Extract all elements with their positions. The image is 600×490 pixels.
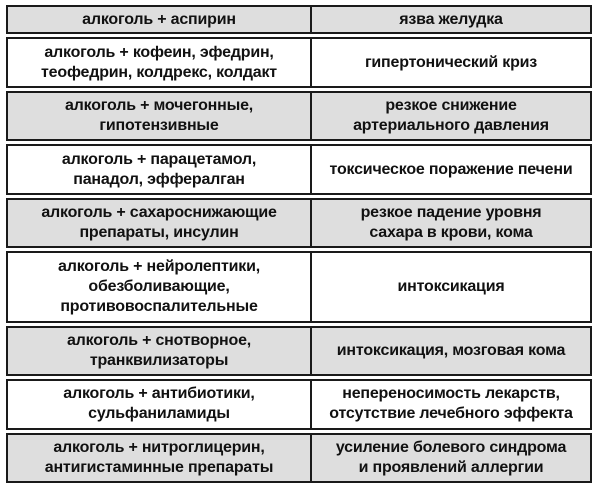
table-row <box>6 433 592 484</box>
effect-text: отсутствие лечебного эффекта <box>329 405 573 423</box>
effect-text: усиление болевого синдрома <box>335 438 567 456</box>
combination-cell <box>6 433 311 484</box>
effect-cell <box>311 37 592 87</box>
effect-cell <box>311 433 592 484</box>
effect-text: гипертонический криз <box>364 53 538 71</box>
combination-text: алкоголь + мочегонные, <box>64 97 254 115</box>
effect-text: интоксикация, мозговая кома <box>336 341 566 359</box>
effect-cell <box>311 144 592 194</box>
combination-text: сульфаниламиды <box>88 405 230 423</box>
effect-cell <box>311 251 592 322</box>
effect-cell <box>311 5 592 34</box>
table-row <box>6 37 592 87</box>
combination-text: антигистаминные препараты <box>44 458 274 476</box>
effect-text: артериального давления <box>353 117 549 135</box>
combination-text: алкоголь + снотворное, <box>66 331 252 349</box>
combination-text: алкоголь + нитроглицерин, <box>53 438 265 456</box>
interaction-table-sheet <box>6 2 592 486</box>
combination-text: гипотензивные <box>99 117 219 135</box>
combination-text: алкоголь + нейролептики, <box>58 257 260 275</box>
combination-cell <box>6 144 311 194</box>
effect-text: и проявлений аллергии <box>358 458 544 476</box>
combination-text: обезболивающие, <box>88 277 230 295</box>
effect-cell <box>311 198 592 248</box>
combination-cell <box>6 5 311 34</box>
combination-text: алкоголь + парацетамол, <box>61 150 257 168</box>
table-row <box>6 144 592 194</box>
combination-cell <box>6 379 311 429</box>
effect-text: интоксикация <box>397 277 505 295</box>
effect-cell <box>311 379 592 429</box>
table-row <box>6 251 592 322</box>
combination-text: противовоспалительные <box>60 297 258 315</box>
table-row <box>6 198 592 248</box>
table-row <box>6 91 592 141</box>
combination-text: транквилизаторы <box>89 351 229 369</box>
combination-cell <box>6 91 311 141</box>
effect-cell <box>311 326 592 376</box>
combination-text: алкоголь + аспирин <box>82 10 236 28</box>
combination-text: алкоголь + антибиотики, <box>63 385 255 403</box>
effect-text: непереносимость лекарств, <box>342 385 560 403</box>
combination-text: теофедрин, колдрекс, колдакт <box>41 63 277 81</box>
table-row <box>6 5 592 34</box>
combination-cell <box>6 37 311 87</box>
effect-text: резкое снижение <box>385 97 517 115</box>
combination-text: алкоголь + сахароснижающие <box>41 203 277 221</box>
combination-text: алкоголь + кофеин, эфедрин, <box>44 43 274 61</box>
combination-cell <box>6 326 311 376</box>
combination-text: панадол, эффералган <box>73 170 245 188</box>
table-body <box>6 5 592 483</box>
effect-cell <box>311 91 592 141</box>
effect-text: токсическое поражение печени <box>329 160 573 178</box>
table-row <box>6 326 592 376</box>
effect-text: язва желудка <box>399 10 503 28</box>
effect-text: резкое падение уровня <box>360 203 542 221</box>
table-row <box>6 379 592 429</box>
combination-cell <box>6 251 311 322</box>
combination-cell <box>6 198 311 248</box>
drug-alcohol-interaction-table <box>6 2 592 486</box>
effect-text: сахара в крови, кома <box>369 223 533 241</box>
combination-text: препараты, инсулин <box>79 223 239 241</box>
